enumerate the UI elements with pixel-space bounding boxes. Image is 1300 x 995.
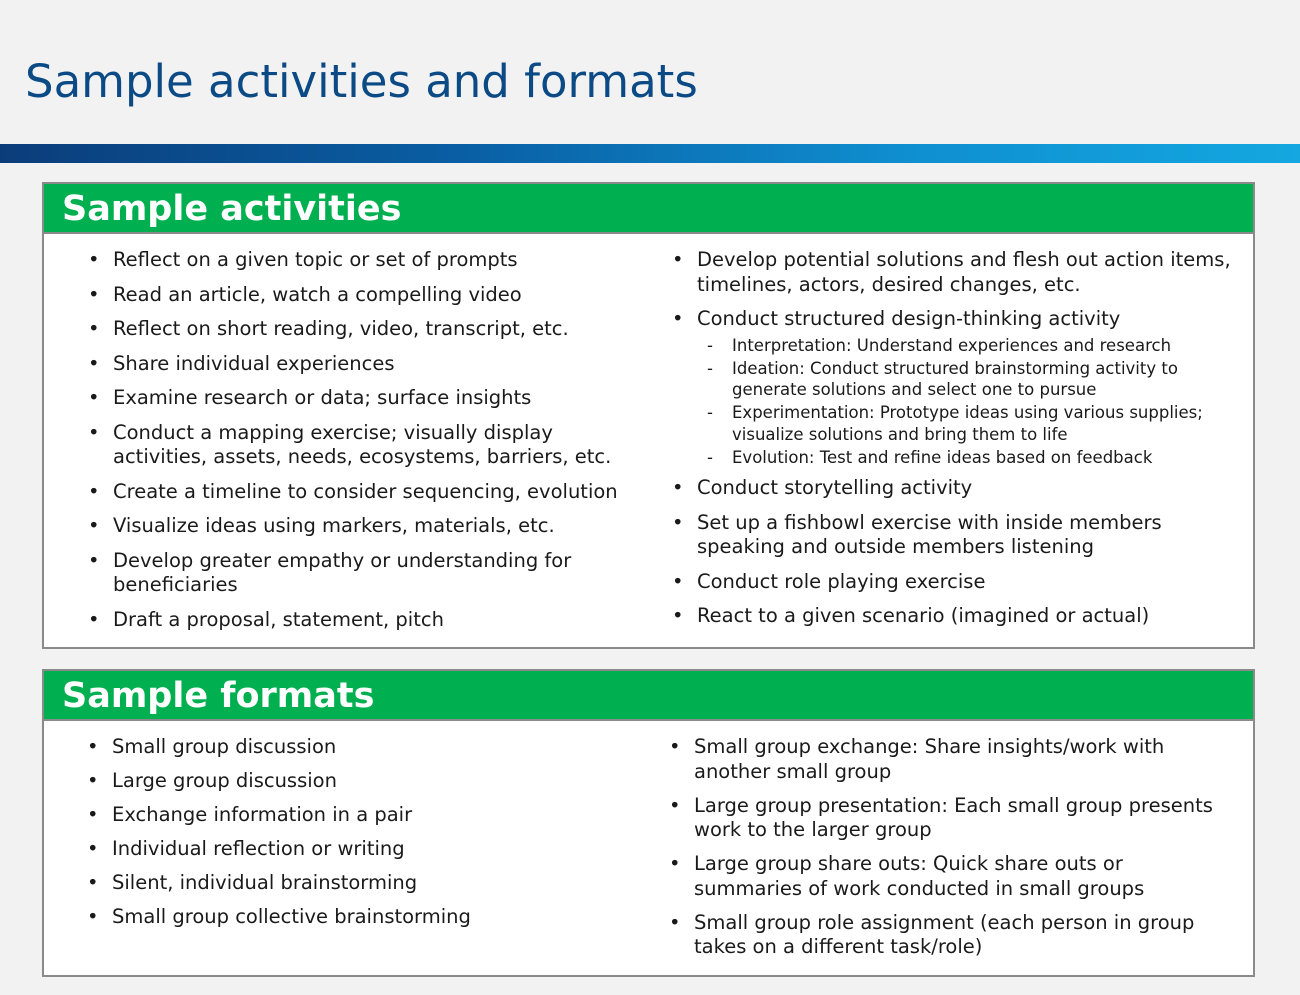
- list-item: • Large group share outs: Quick share outs or summaries of work conducted in small groups: [669, 852, 1229, 901]
- list-item: • Exchange information in a pair: [87, 803, 647, 828]
- list-item: • Read an article, watch a compelling video: [88, 283, 648, 308]
- page-title: Sample activities and formats: [25, 55, 698, 108]
- list-item: • Create a timeline to consider sequencing, evolution: [88, 480, 648, 505]
- formats-right-list: [669, 735, 1229, 969]
- list-item: • Develop potential solutions and flesh out action items, timelines, actors, desired changes, etc.: [672, 248, 1232, 297]
- list-item: • Set up a fishbowl exercise with inside members speaking and outside members listening: [672, 511, 1232, 560]
- list-item: • Conduct role playing exercise: [672, 570, 1232, 595]
- list-item: • Conduct storytelling activity: [672, 476, 1232, 501]
- sub-list-item: - Interpretation: Understand experiences and research: [707, 335, 1232, 357]
- list-item: • Individual reflection or writing: [87, 837, 647, 862]
- sub-list-item: - Ideation: Conduct structured brainstorming activity to generate solutions and select one to pursue: [707, 358, 1232, 401]
- formats-left-list: [87, 735, 647, 939]
- list-item: • Small group exchange: Share insights/work with another small group: [669, 735, 1229, 784]
- activities-left-list: [88, 248, 648, 642]
- formats-heading: Sample formats: [44, 671, 1253, 721]
- list-item: • Small group collective brainstorming: [87, 905, 647, 930]
- activities-right-list: [672, 248, 1232, 639]
- list-item-design-thinking: [672, 307, 1232, 468]
- list-item: • Draft a proposal, statement, pitch: [88, 608, 648, 633]
- list-item: • Reflect on short reading, video, transcript, etc.: [88, 317, 648, 342]
- activities-heading: Sample activities: [44, 184, 1253, 234]
- list-item: • Small group role assignment (each person in group takes on a different task/role): [669, 911, 1229, 960]
- design-thinking-steps: [707, 335, 1232, 469]
- list-item: • Conduct a mapping exercise; visually display activities, assets, needs, ecosystems, barriers, etc.: [88, 421, 648, 470]
- list-item: • Examine research or data; surface insights: [88, 386, 648, 411]
- list-item: • Visualize ideas using markers, materials, etc.: [88, 514, 648, 539]
- list-item: • Silent, individual brainstorming: [87, 871, 647, 896]
- list-item: • Small group discussion: [87, 735, 647, 760]
- list-item: • Large group presentation: Each small group presents work to the larger group: [669, 794, 1229, 843]
- activities-panel: [42, 182, 1255, 649]
- sub-list-item: - Experimentation: Prototype ideas using various supplies; visualize solutions and bring them to life: [707, 402, 1232, 445]
- list-item-label: Conduct structured design-thinking activity: [697, 307, 1121, 330]
- formats-panel: [42, 669, 1255, 977]
- list-item: • Develop greater empathy or understanding for beneficiaries: [88, 549, 648, 598]
- list-item: • Share individual experiences: [88, 352, 648, 377]
- list-item: • Large group discussion: [87, 769, 647, 794]
- title-gradient-bar: [0, 144, 1300, 163]
- sub-list-item: - Evolution: Test and refine ideas based on feedback: [707, 447, 1232, 469]
- list-item: • React to a given scenario (imagined or actual): [672, 604, 1232, 629]
- list-item: • Reflect on a given topic or set of prompts: [88, 248, 648, 273]
